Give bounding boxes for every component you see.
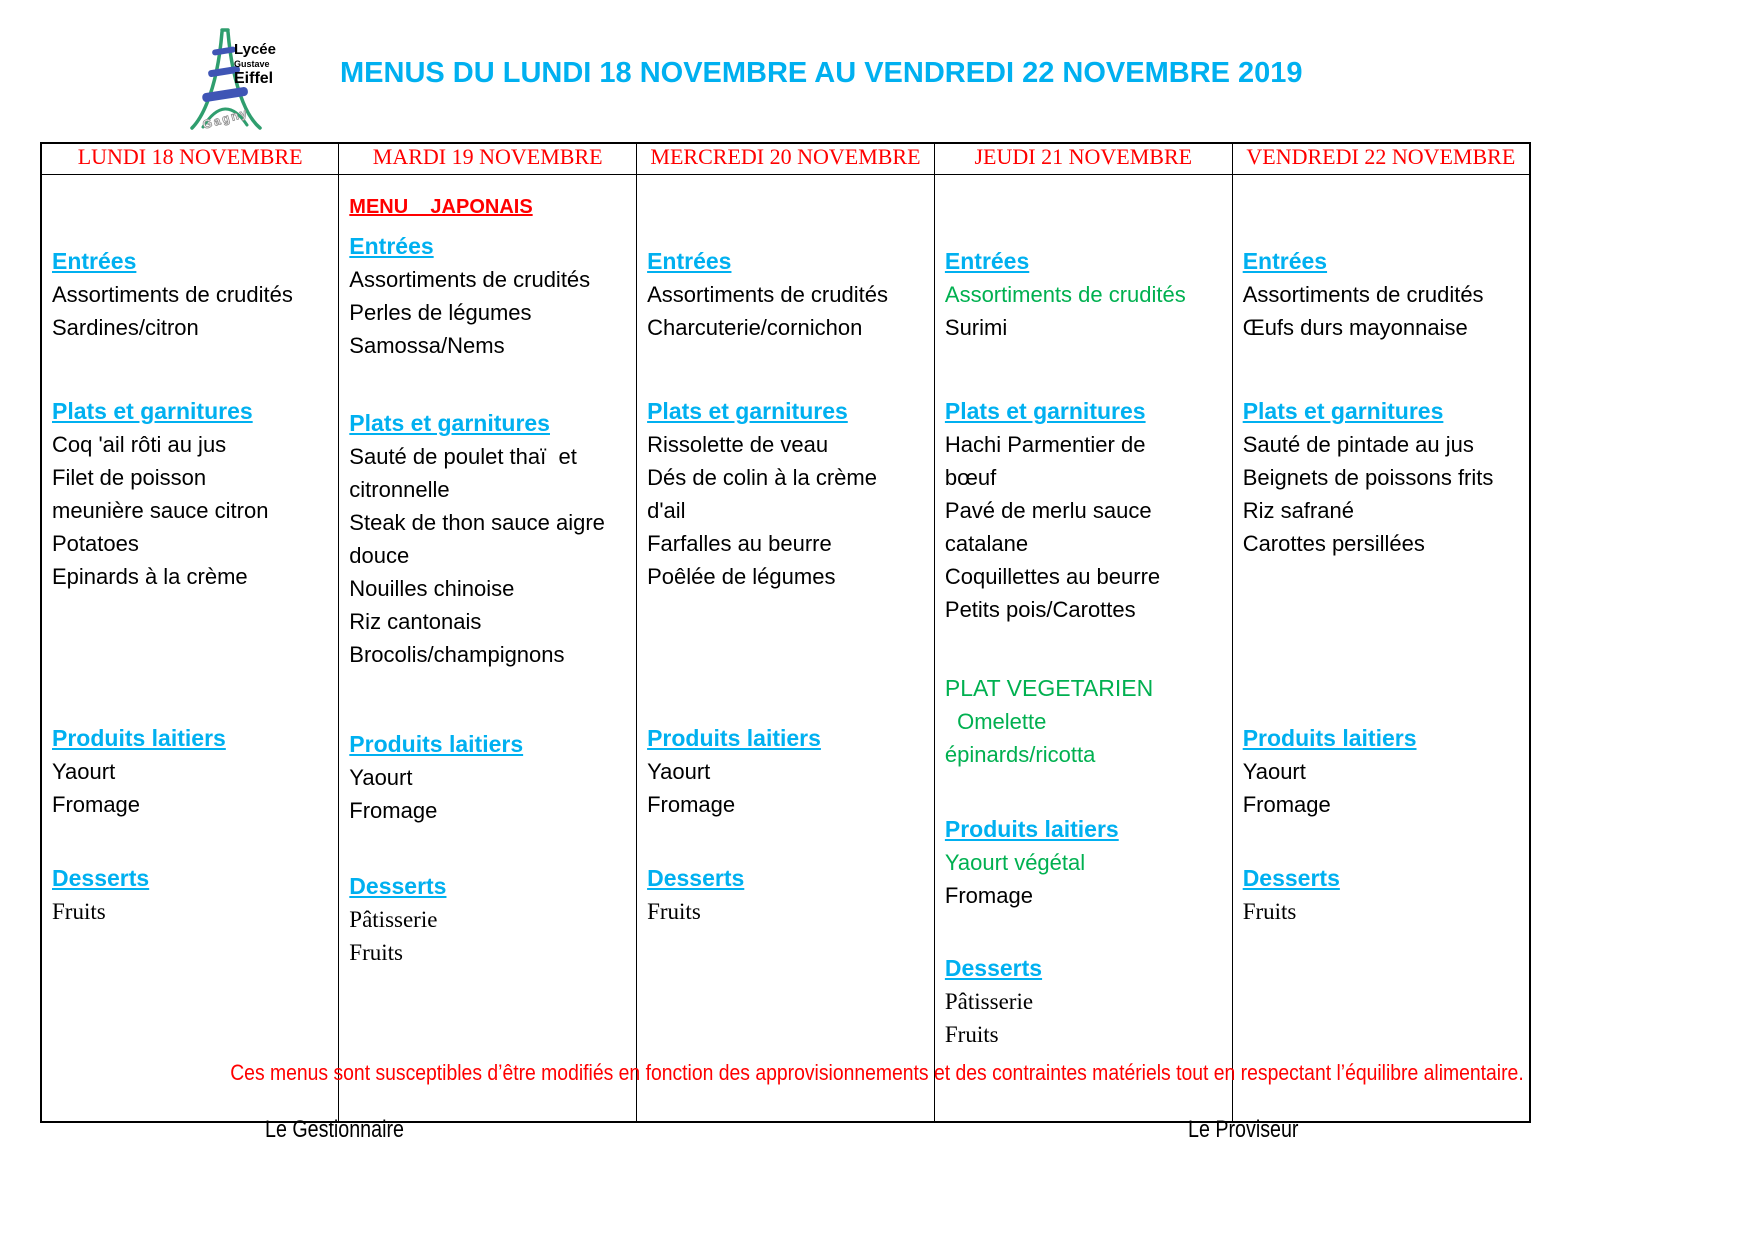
menu-item: Assortiments de crudités (349, 267, 591, 292)
section-title: Plats et garnitures (1242, 398, 1444, 424)
menu-section (52, 395, 336, 593)
day-header-mercredi: MERCREDI 20 NOVEMBRE (637, 143, 935, 175)
menu-item: Omelette (944, 709, 1047, 734)
section-title: Desserts (647, 865, 745, 891)
menu-item: bœuf (944, 465, 997, 490)
menu-section (1243, 395, 1527, 560)
menu-section (945, 952, 1230, 1051)
menu-item: Beignets de poissons frits (1242, 465, 1494, 490)
menu-item: Fromage (944, 883, 1033, 908)
disclaimer-note (0, 1060, 1754, 1086)
logo-name-line2: Gustave (234, 59, 270, 69)
section-title: Produits laitiers (1242, 725, 1417, 751)
signature-gestionnaire: Le Gestionnaire (265, 1116, 404, 1143)
menu-section (349, 230, 634, 362)
menu-item: Surimi (944, 315, 1008, 340)
day-header-mardi: MARDI 19 NOVEMBRE (339, 143, 637, 175)
section-title: Plats et garnitures (52, 398, 253, 424)
section-title: Produits laitiers (944, 816, 1119, 842)
menu-item: Poêlée de légumes (647, 564, 836, 589)
day-cell-lundi (41, 175, 339, 1123)
menu-item: Fruits (349, 940, 403, 965)
menu-item: catalane (944, 531, 1029, 556)
menu-item: Yaourt (647, 759, 711, 784)
menu-section (647, 862, 932, 928)
menu-section (1243, 722, 1527, 821)
menu-section (349, 728, 634, 827)
day-cell-mardi (339, 175, 637, 1123)
menu-item: citronnelle (349, 477, 450, 502)
section-title: Plats et garnitures (944, 398, 1146, 424)
section-title: Entrées (1242, 248, 1328, 274)
menu-section (945, 813, 1230, 912)
menu-item: Rissolette de veau (647, 432, 829, 457)
menu-item: Farfalles au beurre (647, 531, 832, 556)
signature-proviseur: Le Proviseur (1188, 1116, 1299, 1143)
menu-item: d'ail (647, 498, 686, 523)
section-title: Produits laitiers (349, 731, 524, 757)
menu-item: Petits pois/Carottes (944, 597, 1136, 622)
menu-item: Fruits (1242, 899, 1297, 924)
section-title: Desserts (1242, 865, 1340, 891)
menu-item: Yaourt (349, 765, 413, 790)
menu-item: meunière sauce citron (52, 498, 269, 523)
menu-item: Fromage (349, 798, 438, 823)
menu-item: Yaourt (52, 759, 116, 784)
day-header-vendredi: VENDREDI 22 NOVEMBRE (1232, 143, 1530, 175)
menu-item: Charcuterie/cornichon (647, 315, 863, 340)
menu-section (1243, 862, 1527, 928)
section-title: Desserts (52, 865, 150, 891)
menu-item: Riz cantonais (349, 609, 482, 634)
menu-section (52, 722, 336, 821)
menu-table (40, 142, 1531, 1123)
menu-item: Filet de poisson (52, 465, 207, 490)
menu-item: Pavé de merlu sauce (944, 498, 1152, 523)
menu-item: Epinards à la crème (52, 564, 248, 589)
menu-item: Fruits (52, 899, 106, 924)
menu-item: Coquillettes au beurre (944, 564, 1161, 589)
menu-item: Assortiments de crudités (647, 282, 888, 307)
menu-section (945, 395, 1230, 626)
menu-item: Samossa/Nems (349, 333, 505, 358)
menu-item: Œufs durs mayonnaise (1242, 315, 1468, 340)
menu-item: Riz safrané (1242, 498, 1354, 523)
menu-section (945, 672, 1230, 771)
menu-section (349, 407, 634, 671)
logo-name-line3: Eiffel (234, 70, 274, 87)
menu-item: Fruits (944, 1022, 999, 1047)
section-title: Desserts (349, 873, 447, 899)
page-title: MENUS DU LUNDI 18 NOVEMBRE AU VENDREDI 22 NOVEMBRE 2019 (340, 57, 1303, 89)
menu-item: Sardines/citron (52, 315, 199, 340)
menu-item: Potatoes (52, 531, 139, 556)
section-title: Desserts (944, 955, 1043, 981)
menu-item: Sauté de poulet thaï et (349, 444, 577, 469)
menu-item: Fromage (52, 792, 141, 817)
day-header-jeudi: JEUDI 21 NOVEMBRE (934, 143, 1232, 175)
section-title: Plats et garnitures (349, 410, 550, 436)
menu-item: Pâtisserie (944, 989, 1034, 1014)
section-title: Entrées (944, 248, 1030, 274)
menu-section (52, 862, 336, 928)
logo-text (234, 42, 276, 87)
menu-item: épinards/ricotta (944, 742, 1096, 767)
menu-item: Fromage (1242, 792, 1331, 817)
menu-item: Brocolis/champignons (349, 642, 565, 667)
school-logo (188, 26, 338, 134)
menu-item: Sauté de pintade au jus (1242, 432, 1474, 457)
menu-item: Assortiments de crudités (1242, 282, 1484, 307)
menu-item: Pâtisserie (349, 907, 438, 932)
section-title: Plats et garnitures (647, 398, 848, 424)
day-cell-vendredi (1232, 175, 1530, 1123)
menu-section (647, 245, 932, 344)
day-cell-mercredi (637, 175, 935, 1123)
menu-item: Perles de légumes (349, 300, 532, 325)
section-title: Entrées (52, 248, 137, 274)
menu-item: Carottes persillées (1242, 531, 1425, 556)
menu-section (647, 395, 932, 593)
menu-item: Assortiments de crudités (52, 282, 293, 307)
section-title: Entrées (349, 233, 434, 259)
menu-section (647, 722, 932, 821)
day-cell-jeudi (934, 175, 1232, 1123)
menu-item: douce (349, 543, 410, 568)
menu-item: Steak de thon sauce aigre (349, 510, 605, 535)
menu-section (349, 870, 634, 969)
day-header-row (41, 143, 1530, 175)
special-menu-label: MENU JAPONAIS (349, 196, 533, 218)
menu-item: Fruits (647, 899, 701, 924)
menu-section (1243, 245, 1527, 344)
menu-item: Yaourt végétal (944, 850, 1086, 875)
menu-item: Fromage (647, 792, 736, 817)
menu-item: Coq 'ail rôti au jus (52, 432, 227, 457)
menu-section (52, 245, 336, 344)
disclaimer-text: Ces menus sont susceptibles d’être modifiés en fonction des approvisionnements et des contraintes matériels tout en respectant l’équilibre alimentaire. (230, 1060, 1524, 1085)
logo-city-label: Gagny (200, 105, 251, 132)
menu-section (945, 245, 1230, 344)
menu-item: Dés de colin à la crème (647, 465, 877, 490)
menu-item: Hachi Parmentier de (944, 432, 1146, 457)
logo-name-line1: Lycée (234, 41, 276, 58)
vegetarian-section-title: PLAT VEGETARIEN (944, 675, 1154, 701)
menu-item: Yaourt (1242, 759, 1306, 784)
menu-item: Assortiments de crudités (944, 282, 1186, 307)
menu-item: Nouilles chinoise (349, 576, 515, 601)
day-header-lundi: LUNDI 18 NOVEMBRE (41, 143, 339, 175)
section-title: Entrées (647, 248, 732, 274)
section-title: Produits laitiers (52, 725, 226, 751)
section-title: Produits laitiers (647, 725, 821, 751)
